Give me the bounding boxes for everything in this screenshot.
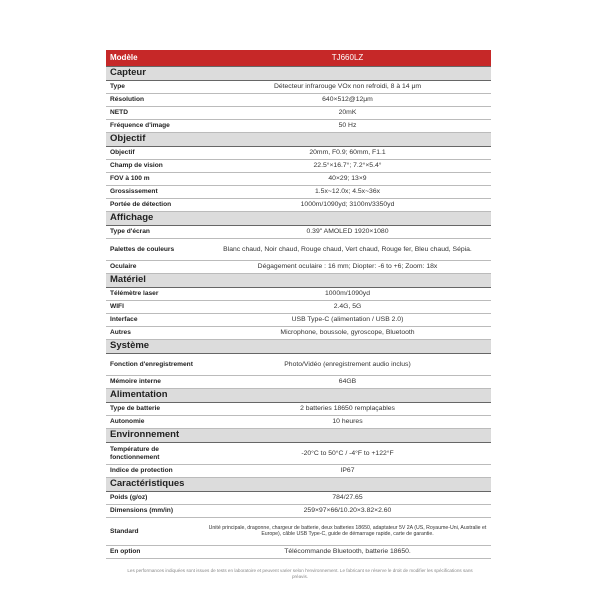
spec-label: Fonction d'enregistrement	[106, 354, 204, 376]
section-title: Caractéristiques	[106, 478, 491, 492]
spec-label: Télémètre laser	[106, 288, 204, 301]
spec-value: 40×29; 13×9	[204, 173, 491, 186]
section-title: Alimentation	[106, 389, 491, 403]
spec-value: 2.4G, 5G	[204, 301, 491, 314]
spec-value: 1000m/1090yd; 3100m/3350yd	[204, 199, 491, 212]
spec-label: Poids (g/oz)	[106, 492, 204, 505]
spec-row	[106, 546, 491, 559]
spec-row	[106, 376, 491, 389]
spec-value: 1000m/1090yd	[204, 288, 491, 301]
spec-label: WIFI	[106, 301, 204, 314]
spec-label: Autres	[106, 327, 204, 340]
spec-value: Blanc chaud, Noir chaud, Rouge chaud, Vert chaud, Rouge fer, Bleu chaud, Sépia.	[204, 239, 491, 261]
spec-row	[106, 199, 491, 212]
spec-row	[106, 354, 491, 376]
spec-value: Microphone, boussole, gyroscope, Bluetooth	[204, 327, 491, 340]
section-header	[106, 478, 491, 492]
spec-label: NETD	[106, 107, 204, 120]
section-header	[106, 340, 491, 354]
spec-row	[106, 327, 491, 340]
spec-label: FOV à 100 m	[106, 173, 204, 186]
spec-value: 22.5°×16.7°; 7.2°×5.4°	[204, 160, 491, 173]
spec-label: Type	[106, 81, 204, 94]
spec-value: 50 Hz	[204, 120, 491, 133]
spec-label: Oculaire	[106, 261, 204, 274]
spec-value: 64GB	[204, 376, 491, 389]
section-header	[106, 212, 491, 226]
spec-row	[106, 94, 491, 107]
section-title: Objectif	[106, 133, 491, 147]
spec-label: Champ de vision	[106, 160, 204, 173]
spec-label: Indice de protection	[106, 465, 204, 478]
spec-row	[106, 261, 491, 274]
section-header	[106, 133, 491, 147]
section-title: Environnement	[106, 429, 491, 443]
spec-value: 10 heures	[204, 416, 491, 429]
spec-row	[106, 465, 491, 478]
section-header	[106, 67, 491, 81]
spec-label: Grossissement	[106, 186, 204, 199]
model-label: Modèle	[106, 50, 204, 67]
spec-label: Autonomie	[106, 416, 204, 429]
spec-row	[106, 443, 491, 465]
spec-row	[106, 120, 491, 133]
spec-row	[106, 314, 491, 327]
spec-value: 20mm, F0.9; 60mm, F1.1	[204, 147, 491, 160]
spec-value: Photo/Vidéo (enregistrement audio inclus)	[204, 354, 491, 376]
spec-value: -20°C to 50°C / -4°F to +122°F	[204, 443, 491, 465]
spec-label: Type de batterie	[106, 403, 204, 416]
spec-label: Palettes de couleurs	[106, 239, 204, 261]
model-name: TJ660LZ	[204, 50, 491, 67]
spec-row	[106, 160, 491, 173]
spec-row	[106, 226, 491, 239]
spec-value: Unité principale, dragonne, chargeur de batterie, deux batteries 18650, adaptateur 5V 2A (US, Royaume-Uni, Australie et Europe), câble USB Type-C, guide de démarrage rapide, carte de garantie.	[204, 518, 491, 546]
spec-value: 784/27.65	[204, 492, 491, 505]
spec-label: Mémoire interne	[106, 376, 204, 389]
spec-row	[106, 81, 491, 94]
spec-label: Dimensions (mm/in)	[106, 505, 204, 518]
spec-value: 1.5x~12.0x; 4.5x~36x	[204, 186, 491, 199]
spec-value: USB Type-C (alimentation / USB 2.0)	[204, 314, 491, 327]
spec-row	[106, 518, 491, 546]
spec-value: 0.39" AMOLED 1920×1080	[204, 226, 491, 239]
spec-row	[106, 147, 491, 160]
spec-row	[106, 186, 491, 199]
spec-row	[106, 107, 491, 120]
spec-label: Fréquence d'image	[106, 120, 204, 133]
spec-label: Type d'écran	[106, 226, 204, 239]
spec-label: Interface	[106, 314, 204, 327]
spec-label: Portée de détection	[106, 199, 204, 212]
section-header	[106, 274, 491, 288]
section-title: Affichage	[106, 212, 491, 226]
section-header	[106, 389, 491, 403]
spec-label: Objectif	[106, 147, 204, 160]
spec-row	[106, 173, 491, 186]
spec-table	[106, 50, 491, 559]
spec-row	[106, 492, 491, 505]
spec-label: Résolution	[106, 94, 204, 107]
spec-label: Standard	[106, 518, 204, 546]
table-header-row	[106, 50, 491, 67]
section-title: Système	[106, 340, 491, 354]
spec-value: 2 batteries 18650 remplaçables	[204, 403, 491, 416]
disclaimer-footnote: Les performances indiquées sont issues de tests en laboratoire et peuvent varier selon l'environnement. Le fabricant se réserve le droit de modifier les spécifications sans préavis.	[127, 568, 473, 580]
spec-value: Détecteur infrarouge VOx non refroidi, 8 à 14 μm	[204, 81, 491, 94]
spec-value: Télécommande Bluetooth, batterie 18650.	[204, 546, 491, 559]
section-title: Matériel	[106, 274, 491, 288]
spec-value: IP67	[204, 465, 491, 478]
spec-value: Dégagement oculaire : 16 mm; Diopter: -6 to +6; Zoom: 18x	[204, 261, 491, 274]
spec-row	[106, 403, 491, 416]
spec-value: 640×512@12μm	[204, 94, 491, 107]
spec-row	[106, 301, 491, 314]
section-header	[106, 429, 491, 443]
spec-row	[106, 505, 491, 518]
spec-row	[106, 416, 491, 429]
spec-row	[106, 288, 491, 301]
section-title: Capteur	[106, 67, 491, 81]
spec-value: 259×97×66/10.20×3.82×2.60	[204, 505, 491, 518]
spec-row	[106, 239, 491, 261]
spec-value: 20mK	[204, 107, 491, 120]
spec-label: Température de fonctionnement	[106, 443, 204, 465]
spec-label: En option	[106, 546, 204, 559]
